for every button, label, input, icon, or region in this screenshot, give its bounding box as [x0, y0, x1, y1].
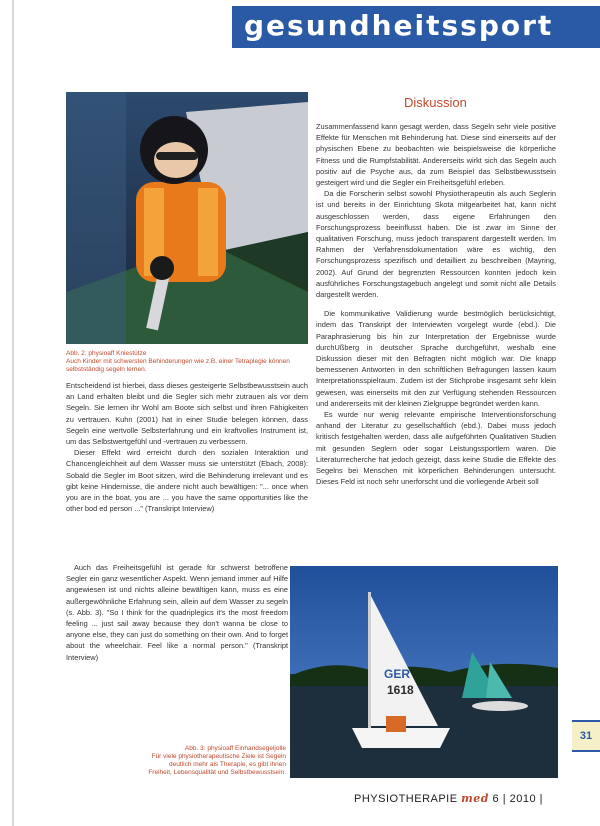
paragraph: Da die Forscherin selbst sowohl Physiotherapeutin als auch Seglerin ist und bereits in der Einrichtung Skota mitgearbeitet hat, kann nicht ausgeschlossen werden, dass eigene Erfahrungen den Forschungsprozess beeinflusst haben. Die ist zwar im Sinne der qualitativen Forschung, muss jedoch transparent dargestellt werden. Im Rahmen der Verfahrensdokumentation wäre es wichtig, den Forschungsprozess spezifisch und detailliert zu beschreiben (Mayring, 2002). Auf Grund der begrenzten Ressourcen konnten jedoch kein ausführliches Forschungstagebuch angelegt und somit nicht alle Details dargestellt werden.: [316, 189, 556, 300]
page-number-tab: [572, 720, 600, 752]
photo-2-caption: Abb. 3: physioaff Einhandsegeljolle Für viele physiotherapeutische Ziele ist Segeln deutlich mehr als Therapie, es gibt ihnen Freiheit, Lebensqualität und Selbstbewusstsein.: [148, 745, 286, 776]
paragraph: Entscheidend ist hierbei, dass dieses gesteigerte Selbstbewusstsein auch an Land erhalten bleibt und die Segler sich mehr zutrauen als vor dem Segeln. Sie lernen ihr Wohl am Boote sich selbst und ihren Fähigkeiten zu vertrauen. Kuhn (2001) hat in einer Studie belegen können, dass Segeln eine wertvolle Selbsterfahrung und ein kraftvolles Instrument ist, um das Selbstwertgefühl und -vertrauen zu verbessern.: [66, 381, 308, 447]
photo-child-sailing: [66, 92, 308, 344]
photo-sailboat-lake: [290, 566, 558, 778]
left-margin-rule: [12, 0, 14, 826]
paragraph: Es wurde nur wenig relevante empirische Interventionsforschung anhand der Literatur zu gesellschaftlich (ebd.). Dabei muss jedoch kritisch festgehalten werden, dass alle aufgeführten Qualitativen Studien mit gesunden Seglern oder sogar Leistungssportlern waren. Die Literaturrecherche hat jedoch gezeigt, dass keine Studie die Effekte des Segelns bei Menschen mit körperlichen Behinderungen untersucht. Dieses Feld ist noch sehr unerforscht und die vorliegende Arbeit soll: [316, 410, 556, 487]
svg-text:GER: GER: [384, 667, 411, 681]
paragraph: Auch das Freiheitsgefühl ist gerade für schwerst betroffene Segler ein ganz wesentlicher Aspekt. Wenn jemand immer auf Hilfe angewiesen ist und nichts alleine bewältigen kann, muss es eine außergewöhnliche Erfahrung sein, allein auf dem Wasser zu segeln (s. Abb. 3). "So I think for the quadriplegics it's the most freedom feeling ... just sail away because they don't wanna be close to anyone else, they can just do something on their own. And to forget about the wheelchair. Feel like a normal person." (Transkript Interview): [66, 563, 288, 662]
paragraph: Dieser Effekt wird erreicht durch den sozialen Interaktion und Chancengleichheit auf dem Wasser muss sie unterstützt (Ebach, 2008): Sobald die Segler im Boot sitzen, wird die Behinderung irrelevant und es gibt keine Hindernisse, die andere nicht auch bewältigen: "... once when you are in the boat, you are ... you have the same opportunities like the other bod ed person ..." (Transkript Interview): [66, 448, 308, 514]
photo-1-caption: Abb. 2: physioaff Kniestütze Auch Kinder mit schwersten Behinderungen wie z.B. einer Tetraplegie können selbstständig segeln lernen.: [66, 350, 290, 373]
footer-issue: 6 | 2010 |: [492, 793, 544, 805]
photo-child-sailing-illustration: [66, 92, 308, 344]
page-number: 31: [579, 730, 593, 742]
paragraph: Die kommunikative Validierung wurde bestmöglich berücksichtigt, indem das Transkript der Interviewten vorgelegt wurde (ebd.). Die Paraphrasierung bis hin zur Interpretation der Ergebnisse wurde durchUßberg in deutscher Sprache durchgeführt, weshalb eine Diskussion dieser mit den Befragten nicht möglich war. Die knapp bemessenen Antworten in den schriftlichen Befragungen lassen kaum Interpretationsspielraum. Zudem ist der Stichprobe insgesamt sehr klein gewesen, was einerseits mit den zur Verfügung stehenden Ressourcen und andererseits mit der kleinen Zielgruppe begründet werden kann.: [316, 309, 556, 408]
page-footer: [354, 792, 543, 805]
photo-sailboat-illustration: [290, 566, 558, 778]
right-column-text: [316, 121, 556, 488]
paragraph: Zusammenfassend kann gesagt werden, dass Segeln sehr viele positive Effekte für Menschen mit Behinderung hat. Diese sind einerseits auf der physischen Ebene zu beobachten wie beispielsweise die körperliche Fitness und die Rumpfstabilität. Andererseits wirkt sich das Segeln auch positiv auf die Psyche aus, da zum Beispiel das Selbstbewusstsein gesteigert wird und die Segler ein Freiheitsgefühl erleben.: [316, 122, 556, 188]
section-heading-diskussion: Diskussion: [404, 95, 467, 110]
section-header-title: gesundheitssport: [244, 9, 554, 42]
svg-text:1618: 1618: [387, 683, 414, 697]
left-column-text-lower: [66, 562, 288, 663]
left-column-text: [66, 380, 308, 514]
footer-brand-suffix: med: [461, 792, 489, 805]
footer-brand: PHYSIOTHERAPIE: [354, 793, 458, 805]
